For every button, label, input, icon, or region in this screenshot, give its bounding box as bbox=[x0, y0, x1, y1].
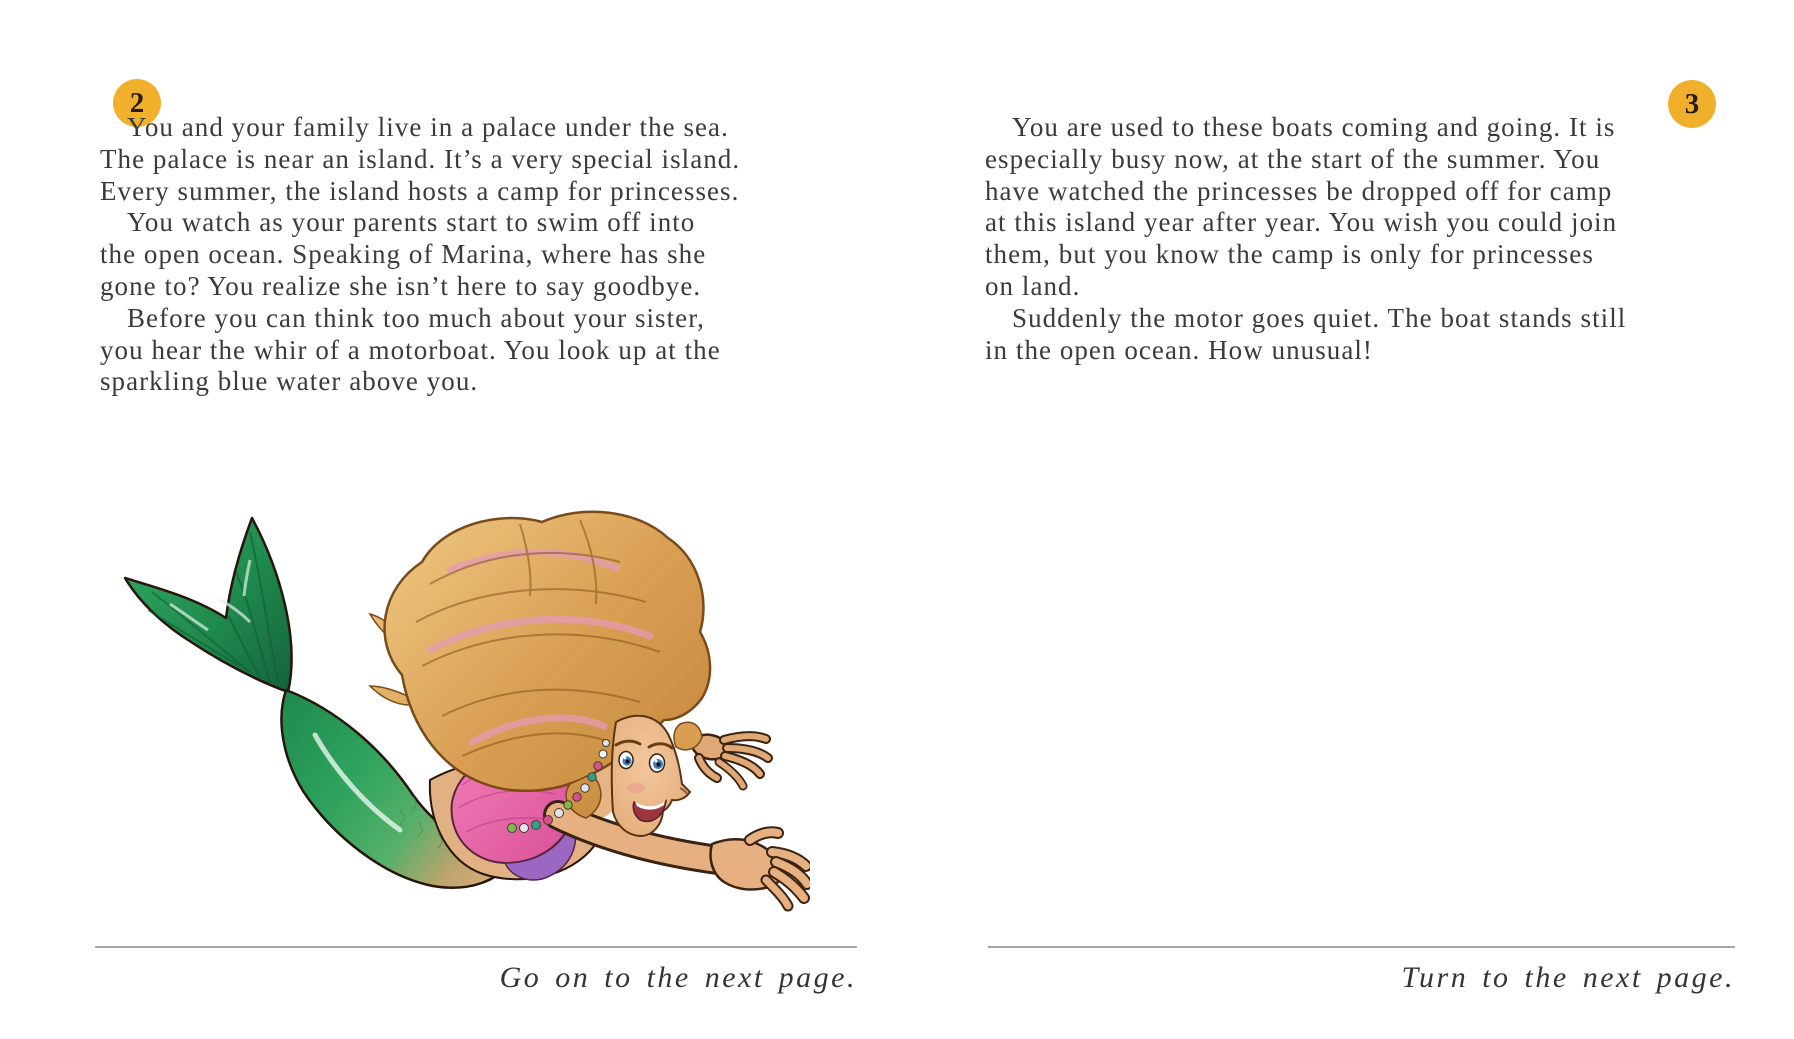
mermaid-front-arm bbox=[558, 815, 807, 906]
story-text-page-2 bbox=[100, 112, 858, 398]
page-3-footer bbox=[988, 946, 1735, 995]
story-line: you hear the whir of a motorboat. You look up at the bbox=[100, 334, 721, 365]
footer-instruction: Turn to the next page. bbox=[1401, 961, 1735, 994]
paragraph bbox=[100, 112, 858, 207]
paragraph bbox=[100, 207, 858, 302]
story-line: in the open ocean. How unusual! bbox=[985, 334, 1373, 365]
mermaid-far-hand bbox=[674, 722, 768, 786]
story-line: Before you can think too much about your sister, bbox=[127, 302, 705, 333]
story-line: on land. bbox=[985, 270, 1081, 301]
mermaid-tail-fin bbox=[125, 518, 292, 692]
story-text-page-3 bbox=[985, 112, 1735, 366]
story-line: The palace is near an island. It’s a very special island. bbox=[100, 143, 741, 174]
story-line: them, but you know the camp is only for princesses bbox=[985, 239, 1594, 270]
story-line: especially busy now, at the start of the summer. You bbox=[985, 143, 1601, 174]
mermaid-illustration bbox=[100, 500, 810, 955]
footer-instruction: Go on to the next page. bbox=[499, 961, 857, 994]
story-line: You and your family live in a palace under the sea. bbox=[127, 112, 729, 142]
footer-divider bbox=[95, 946, 857, 948]
story-line: have watched the princesses be dropped off for camp bbox=[985, 175, 1613, 206]
story-line: You watch as your parents start to swim off into bbox=[127, 207, 696, 238]
page-number-badge-3: 3 bbox=[1668, 80, 1716, 128]
story-line: the open ocean. Speaking of Marina, where has she bbox=[100, 239, 707, 270]
story-line: at this island year after year. You wish you could join bbox=[985, 207, 1618, 238]
page-2-footer bbox=[95, 946, 857, 995]
paragraph bbox=[100, 303, 858, 398]
story-line: gone to? You realize she isn’t here to say goodbye. bbox=[100, 270, 702, 301]
story-line: You are used to these boats coming and going. It is bbox=[1012, 112, 1616, 142]
paragraph bbox=[985, 112, 1735, 303]
story-line: Suddenly the motor goes quiet. The boat stands still bbox=[1012, 302, 1627, 333]
footer-divider bbox=[988, 946, 1735, 948]
paragraph bbox=[985, 303, 1735, 367]
story-line: Every summer, the island hosts a camp for princesses. bbox=[100, 175, 740, 206]
story-line: sparkling blue water above you. bbox=[100, 366, 479, 397]
page-number-badge-2: 2 bbox=[113, 79, 161, 127]
